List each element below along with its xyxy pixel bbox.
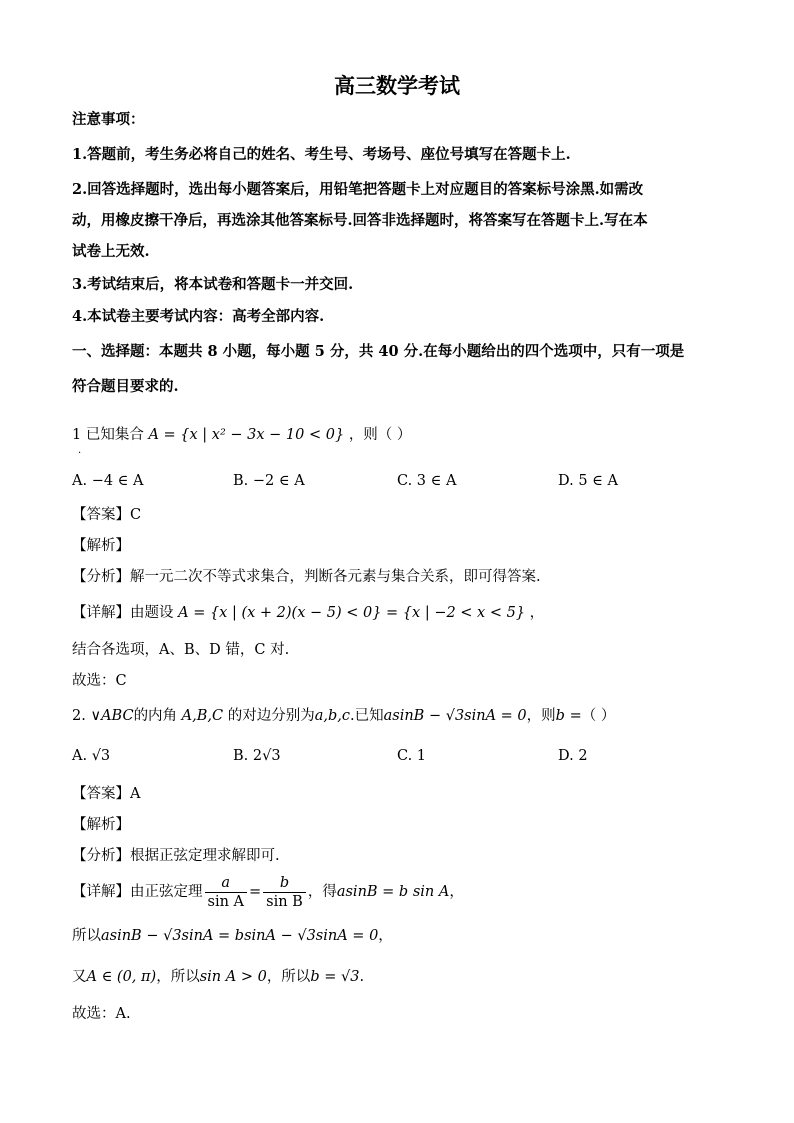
q2-condition: asinB − √3sinA = 0 xyxy=(383,708,527,724)
q2-fenxi: 【分析】根据正弦定理求解即可. xyxy=(72,848,280,864)
q2-line3-mid2: ，所以 xyxy=(266,969,311,985)
q2-mid1: 的内角 xyxy=(133,708,178,724)
q2-triangle: ∨ABC xyxy=(90,708,134,724)
q1-detail xyxy=(72,603,544,623)
q1-option-b: B. −2 ∈ A xyxy=(233,473,305,489)
question-1-stem xyxy=(72,425,411,445)
notice-item-2-end: 试卷上无效. xyxy=(72,243,150,260)
fraction-b-over-sinB xyxy=(263,874,306,911)
q1-option-a: A. −4 ∈ A xyxy=(72,473,144,489)
frac2-numerator: b xyxy=(263,874,306,893)
q1-fenxi: 【分析】解一元二次不等式求集合，判断各元素与集合关系，即可得答案. xyxy=(72,569,541,585)
q2-mid4: ，则 xyxy=(526,708,556,724)
q2-option-c: C. 1 xyxy=(397,748,427,764)
q2-line3-mid1: ，所以 xyxy=(156,969,200,985)
q2-line3-prefix: 又 xyxy=(72,969,87,985)
q2-mid3: .已知 xyxy=(350,708,384,724)
q1-suffix: ，则（ ） xyxy=(348,427,412,443)
fraction-a-over-sinA xyxy=(205,874,248,911)
q2-line2-suffix: ， xyxy=(378,928,393,944)
q2-analysis-tag: 【解析】 xyxy=(72,817,130,833)
q2-detail-suffix: ， xyxy=(449,884,464,900)
notice-item-3: 3.考试结束后，将本试卷和答题卡一并交回. xyxy=(72,276,354,293)
stray-dot: · xyxy=(78,448,82,459)
q1-choose: 故选：C xyxy=(72,673,127,689)
q2-step-3 xyxy=(72,967,364,987)
q2-target: b = xyxy=(555,708,582,724)
frac2-denominator: sin B xyxy=(266,893,303,910)
q2-sides: a,b,c xyxy=(314,708,351,724)
q2-option-b: B. 2√3 xyxy=(233,748,281,764)
notice-item-1: 1.答题前，考生务必将自己的姓名、考生号、考场号、座位号填写在答题卡上. xyxy=(72,146,571,163)
page-title: 高三数学考试 xyxy=(334,73,460,98)
section-heading: 一、选择题：本题共 8 小题，每小题 5 分，共 40 分.在每小题给出的四个选项中，只有一项是 xyxy=(72,343,685,360)
notice-item-2-cont: 动，用橡皮擦干净后，再选涂其他答案标号.回答非选择题时，将答案写在答题卡上.写在本 xyxy=(72,212,648,229)
q1-detail-suffix: ， xyxy=(529,605,545,621)
q2-step-2 xyxy=(72,926,393,946)
q2-prefix: 2. xyxy=(72,708,86,724)
q2-mid2: 的对边分别为 xyxy=(227,708,315,724)
notice-item-4: 4.本试卷主要考试内容：高考全部内容. xyxy=(72,308,325,325)
q1-option-d: D. 5 ∈ A xyxy=(558,473,618,489)
q2-suffix: （ ） xyxy=(581,708,616,724)
q2-option-a: A. √3 xyxy=(72,748,111,764)
question-2-stem xyxy=(72,706,615,726)
equals-sign: = xyxy=(249,884,262,900)
notice-heading: 注意事项： xyxy=(72,111,145,128)
q2-detail-prefix: 【详解】由正弦定理 xyxy=(72,884,203,900)
q2-choose: 故选：A. xyxy=(72,1006,131,1022)
q2-answer: 【答案】A xyxy=(72,786,141,802)
q2-line3-interval: A ∈ (0, π) xyxy=(86,969,157,985)
q2-angles: A,B,C xyxy=(181,708,224,724)
q1-option-c: C. 3 ∈ A xyxy=(397,473,457,489)
q2-option-d: D. 2 xyxy=(558,748,588,764)
frac1-denominator: sin A xyxy=(207,893,244,910)
q1-conclusion: 结合各选项，A、B、D 错，C 对. xyxy=(72,642,290,658)
q2-detail xyxy=(72,872,464,912)
notice-item-2: 2.回答选择题时，选出每小题答案后，用铅笔把答题卡上对应题目的答案标号涂黑.如需改 xyxy=(72,181,644,198)
q1-detail-prefix: 【详解】由题设 xyxy=(72,605,174,621)
q2-line3-sin-positive: sin A > 0 xyxy=(199,969,267,985)
frac1-numerator: a xyxy=(205,874,248,893)
q2-line2-expression: asinB − √3sinA = bsinA − √3sinA = 0 xyxy=(101,928,379,944)
q1-detail-expression: A = {x | (x + 2)(x − 5) < 0} = {x | −2 < x < 5} xyxy=(178,605,526,621)
q2-line3-result: b = √3 xyxy=(310,969,360,985)
q2-detail-expression: asinB = b sin A xyxy=(336,884,450,900)
q1-set-expression: A = {x | x² − 3x − 10 < 0} xyxy=(148,427,345,443)
q2-line2-prefix: 所以 xyxy=(72,928,101,944)
q1-prefix: 1 已知集合 xyxy=(72,427,144,443)
q2-line3-suffix: . xyxy=(359,969,365,985)
q1-analysis-tag: 【解析】 xyxy=(72,538,130,554)
q1-answer: 【答案】C xyxy=(72,507,142,523)
q2-detail-mid: ，得 xyxy=(307,884,337,900)
section-heading-cont: 符合题目要求的. xyxy=(72,378,179,395)
